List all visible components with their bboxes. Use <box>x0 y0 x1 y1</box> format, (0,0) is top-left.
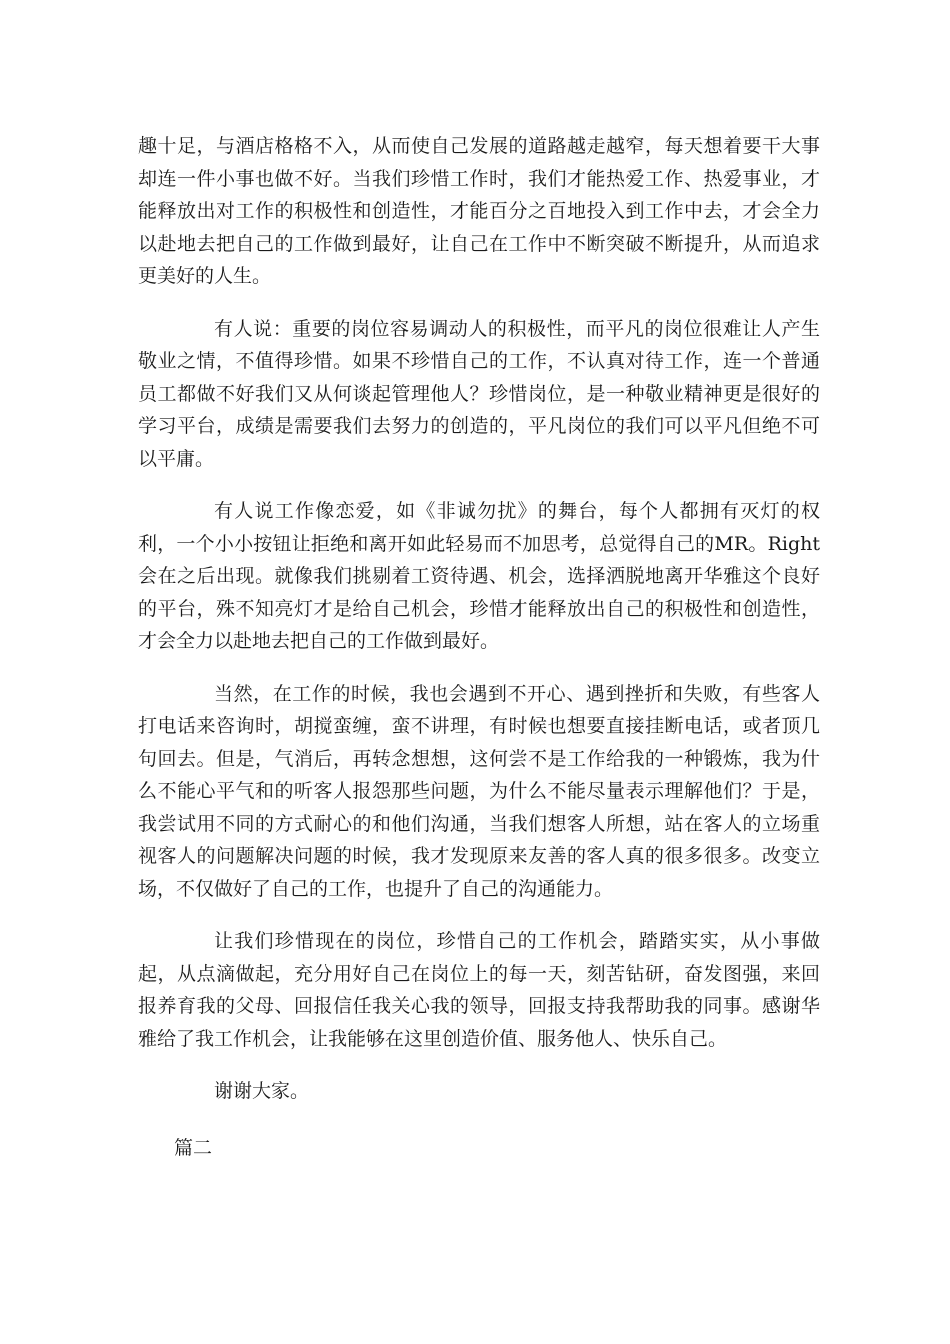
paragraph-work-like-love: 有人说工作像恋爱，如《非诚勿扰》的舞台，每个人都拥有灭灯的权利，一个小小按钮让拒绝和离开如此轻易而不加思考，总觉得自己的MR。Right会在之后出现。就像我们挑剔着工资待遇、机会，选择洒脱地离开华雅这个良好的平台，殊不知亮灯才是给自己机会，珍惜才能释放出自己的积极性和创造性，才会全力以赴地去把自己的工作做到最好。 <box>138 500 820 652</box>
section-heading: 篇二 <box>174 1136 213 1159</box>
paragraph-important-positions: 有人说：重要的岗位容易调动人的积极性，而平凡的岗位很难让人产生敬业之情，不值得珍惜。如果不珍惜自己的工作，不认真对待工作，连一个普通员工都做不好我们又从何谈起管理他人？珍惜岗位，是一种敬业精神更是很好的学习平台，成绩是需要我们去努力的创造的，平凡岗位的我们可以平凡但绝不可以平庸。 <box>138 317 820 470</box>
paragraph-continuation: 趣十足，与酒店格格不入，从而使自己发展的道路越走越窄，每天想着要干大事却连一件小事也做不好。当我们珍惜工作时，我们才能热爱工作、热爱事业，才能释放出对工作的积极性和创造性，才能百分之百地投入到工作中去，才会全力以赴地去把自己的工作做到最好，让自己在工作中不断突破不断提升，从而追求更美好的人生。 <box>138 135 820 287</box>
document-page <box>138 130 820 1164</box>
closing-thanks: 谢谢大家。 <box>214 1080 310 1102</box>
paragraph-cherish-position: 让我们珍惜现在的岗位，珍惜自己的工作机会，踏踏实实，从小事做起，从点滴做起，充分用好自己在岗位上的每一天，刻苦钻研，奋发图强，来回报养育我的父母、回报信任我关心我的领导，回报支持我帮助我的同事。感谢华雅给了我工作机会，让我能够在这里创造价值、服务他人、快乐自己。 <box>138 930 820 1050</box>
paragraph-customer-service: 当然，在工作的时候，我也会遇到不开心、遇到挫折和失败，有些客人打电话来咨询时，胡搅蛮缠，蛮不讲理，有时候也想要直接挂断电话，或者顶几句回去。但是，气消后，再转念想想，这何尝不是工作给我的一种锻炼，我为什么不能心平气和的听客人报怨那些问题，为什么不能尽量表示理解他们？于是，我尝试用不同的方式耐心的和他们沟通，当我们想客人所想，站在客人的立场重视客人的问题解决问题的时候，我才发现原来友善的客人真的很多很多。改变立场，不仅做好了自己的工作，也提升了自己的沟通能力。 <box>138 682 820 900</box>
